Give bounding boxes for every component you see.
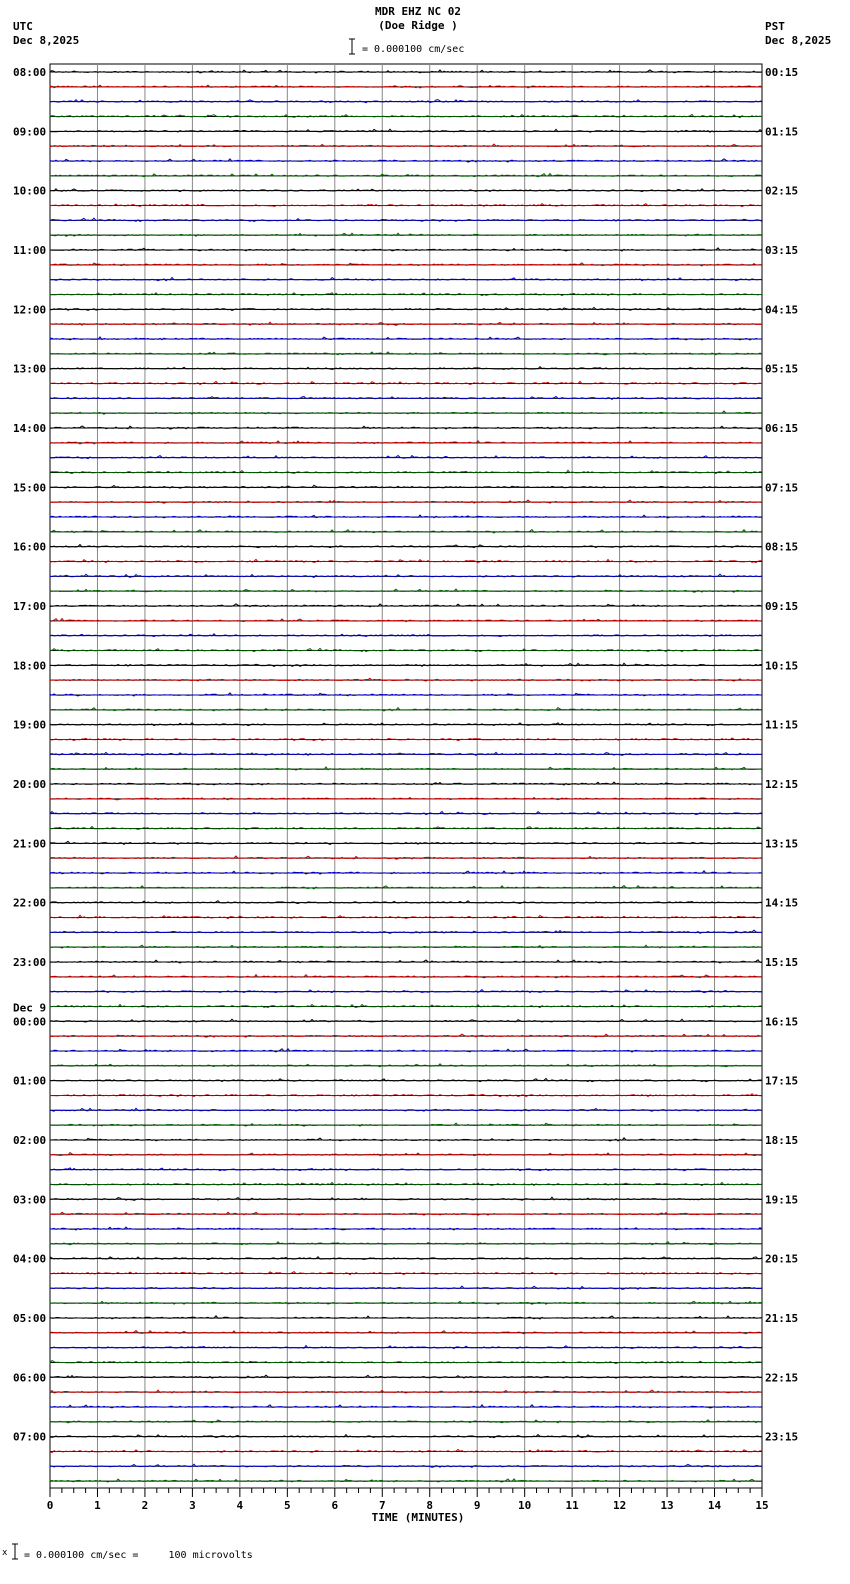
seismic-trace (50, 233, 762, 236)
pst-hour-label: 01:15 (765, 125, 799, 139)
seismic-trace (50, 1004, 762, 1007)
utc-hour-label: 10:00 (13, 184, 47, 198)
seismic-trace (50, 530, 762, 533)
right-date: Dec 8,2025 (765, 34, 832, 47)
seismic-trace (50, 930, 762, 933)
x-tick-label: 8 (426, 1499, 434, 1512)
seismic-trace (50, 411, 762, 414)
footer-mark: x (2, 1548, 8, 1558)
pst-hour-label: 08:15 (765, 540, 799, 554)
seismic-trace (50, 204, 762, 207)
seismic-trace (50, 1316, 762, 1319)
utc-hour-label: 21:00 (13, 837, 47, 851)
pst-hour-label: 21:15 (765, 1311, 799, 1325)
x-tick-label: 9 (473, 1499, 481, 1512)
plot-frame (50, 64, 762, 1488)
x-tick-label: 11 (565, 1499, 579, 1512)
seismic-trace (50, 470, 762, 473)
seismic-trace (50, 441, 762, 444)
utc-hour-label: 09:00 (13, 125, 47, 139)
seismic-trace (50, 426, 762, 429)
seismic-trace (50, 1375, 762, 1378)
pst-hour-label: 16:15 (765, 1015, 799, 1029)
scale-label: = 0.000100 cm/sec (362, 44, 465, 55)
x-axis-label: TIME (MINUTES) (371, 1511, 465, 1524)
seismic-trace (50, 693, 762, 696)
seismic-trace (50, 1331, 762, 1334)
utc-hour-label: 01:00 (13, 1074, 47, 1088)
seismic-trace (50, 901, 762, 904)
utc-hour-label: 03:00 (13, 1193, 47, 1207)
seismic-trace (50, 812, 762, 815)
seismic-trace (50, 798, 762, 800)
utc-hour-label: 02:00 (13, 1133, 47, 1147)
x-tick-label: 12 (612, 1499, 627, 1512)
seismic-trace (50, 589, 762, 592)
pst-hour-label: 19:15 (765, 1193, 799, 1207)
seismic-trace (50, 1138, 762, 1141)
seismic-trace (50, 397, 762, 400)
seismic-trace (50, 456, 762, 459)
pst-hour-label: 14:15 (765, 896, 799, 910)
utc-hour-label: 15:00 (13, 481, 47, 495)
seismic-trace (50, 604, 762, 607)
right-timezone: PST (765, 20, 785, 33)
utc-hour-label: 19:00 (13, 718, 47, 732)
site-name: (Doe Ridge ) (378, 19, 458, 32)
x-tick-label: 2 (141, 1499, 149, 1512)
pst-hour-label: 07:15 (765, 481, 799, 495)
seismic-trace (50, 708, 762, 711)
seismic-trace (50, 871, 762, 874)
pst-hour-label: 22:15 (765, 1371, 799, 1385)
pst-hour-label: 17:15 (765, 1074, 799, 1088)
seismic-trace (50, 960, 762, 963)
x-tick-label: 4 (236, 1499, 244, 1512)
seismic-trace (50, 1064, 762, 1067)
seismic-trace (50, 1449, 762, 1452)
seismic-trace (50, 856, 762, 859)
seismic-trace (50, 886, 762, 889)
seismic-trace (50, 841, 762, 844)
pst-hour-label: 15:15 (765, 955, 799, 969)
seismic-trace (50, 485, 762, 488)
pst-hour-label: 11:15 (765, 718, 799, 732)
pst-hour-label: 02:15 (765, 184, 799, 198)
pst-hour-label: 03:15 (765, 243, 799, 257)
x-tick-label: 5 (284, 1499, 291, 1512)
x-tick-label: 13 (660, 1499, 674, 1512)
x-tick-label: 6 (331, 1499, 339, 1512)
x-tick-label: 3 (189, 1499, 196, 1512)
utc-hour-label: 08:00 (13, 66, 47, 79)
utc-hour-label: 04:00 (13, 1252, 47, 1266)
seismic-trace (50, 1257, 762, 1260)
seismic-trace (50, 1361, 762, 1364)
seismic-trace (50, 1197, 762, 1200)
utc-hour-label: 06:00 (13, 1371, 47, 1385)
seismic-trace (50, 500, 762, 503)
seismic-trace (50, 559, 762, 562)
seismic-trace (50, 1079, 762, 1082)
x-tick-label: 7 (378, 1499, 386, 1512)
seismic-trace (50, 218, 762, 221)
x-tick-label: 0 (46, 1499, 54, 1512)
seismic-trace (50, 278, 762, 281)
pst-hour-label: 20:15 (765, 1252, 799, 1266)
seismic-trace (50, 1242, 762, 1245)
seismic-trace (50, 1479, 762, 1482)
seismic-trace (50, 1405, 762, 1408)
seismic-trace (50, 70, 762, 73)
seismic-trace (50, 159, 762, 162)
seismic-trace (50, 381, 762, 384)
seismic-trace (50, 975, 762, 978)
pst-hour-label: 09:15 (765, 599, 799, 613)
utc-hour-label: 12:00 (13, 303, 47, 317)
left-timezone: UTC (13, 20, 33, 33)
utc-hour-label: 22:00 (13, 896, 47, 910)
pst-hour-label: 06:15 (765, 421, 799, 435)
seismic-trace (50, 263, 762, 266)
pst-hour-label: 10:15 (765, 659, 799, 673)
utc-hour-label: 11:00 (13, 243, 47, 257)
x-tick-label: 15 (755, 1499, 769, 1512)
utc-hour-label: 20:00 (13, 777, 47, 791)
x-tick-label: 10 (518, 1499, 532, 1512)
seismic-trace (50, 634, 762, 637)
seismic-trace (50, 367, 762, 370)
pst-hour-label: 23:15 (765, 1430, 799, 1444)
utc-hour-label: 00:00 (13, 1015, 47, 1029)
footer-scale-bar-icon (10, 1543, 20, 1561)
pst-hour-label: 13:15 (765, 837, 799, 851)
seismic-trace (50, 1019, 762, 1022)
seismic-trace (50, 915, 762, 918)
utc-hour-label: 16:00 (13, 540, 47, 554)
pst-hour-label: 00:15 (765, 66, 799, 79)
x-tick-label: 1 (94, 1499, 101, 1512)
seismic-trace (50, 574, 762, 577)
seismic-trace (50, 990, 762, 993)
utc-hour-label: 17:00 (13, 599, 47, 613)
seismic-trace (50, 738, 762, 741)
date-change-label: Dec 9 (13, 1001, 47, 1015)
seismic-trace (50, 1464, 762, 1467)
utc-hour-label: 07:00 (13, 1430, 47, 1444)
seismic-trace (50, 648, 762, 651)
footer-scale-label: = 0.000100 cm/sec = 100 microvolts (24, 1550, 253, 1561)
utc-hour-label: 14:00 (13, 421, 47, 435)
pst-hour-label: 18:15 (765, 1133, 799, 1147)
seismic-trace (50, 189, 762, 192)
utc-hour-label: 18:00 (13, 659, 47, 673)
seismic-trace (50, 248, 762, 251)
x-tick-label: 14 (707, 1499, 722, 1512)
utc-hour-label: 23:00 (13, 955, 47, 969)
station-title: MDR EHZ NC 02 (374, 5, 462, 18)
left-date: Dec 8,2025 (13, 34, 80, 47)
pst-hour-label: 12:15 (765, 777, 799, 791)
seismic-trace (50, 1420, 762, 1423)
seismic-trace (50, 100, 762, 103)
pst-hour-label: 05:15 (765, 362, 799, 376)
seismic-trace (50, 144, 762, 147)
seismic-trace (50, 1049, 762, 1052)
pst-hour-label: 04:15 (765, 303, 799, 317)
utc-hour-label: 13:00 (13, 362, 47, 376)
utc-hour-label: 05:00 (13, 1311, 47, 1325)
seismic-trace (50, 1286, 762, 1289)
